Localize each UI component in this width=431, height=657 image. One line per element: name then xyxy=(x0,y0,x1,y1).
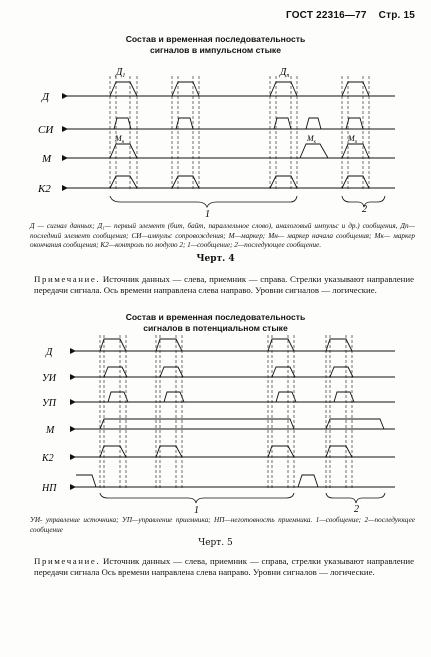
timing-diagram-potential xyxy=(0,335,431,515)
note-2 xyxy=(34,556,414,578)
figure2-title-line2: сигналов в потенциальном стыке xyxy=(143,323,288,333)
timing-diagram-pulse xyxy=(0,62,431,222)
pulse-k2-3 xyxy=(270,176,297,188)
page-label: Стр. xyxy=(378,10,401,21)
group-label-1: 1 xyxy=(205,209,210,220)
pulse-d-4 xyxy=(342,82,369,96)
note-2-text: Источник данных — слева, приемник — справа, стрелки указывают направление передачи сигнала Ось времени направлена слева направо. Уровни сигналов — логические. xyxy=(34,556,414,577)
group-label-2: 2 xyxy=(362,204,367,215)
label-dn: $Д_п$ xyxy=(280,67,290,79)
pulse-m-3 xyxy=(342,144,369,158)
figure2-title-line1: Состав и временная последовательность xyxy=(125,312,306,322)
signal-label-np: НП xyxy=(42,483,57,494)
pulse-si-2 xyxy=(176,118,193,129)
figure1-title-line2: сигналов в импульсном стыке xyxy=(149,45,282,55)
signal-label-d: Д xyxy=(42,91,49,103)
page-header xyxy=(286,10,415,21)
group2-label-2: 2 xyxy=(354,504,359,515)
figure2-chert: Черт. 5 xyxy=(198,538,233,548)
bracket2-message-1 xyxy=(100,493,294,503)
group2-label-1: 1 xyxy=(194,505,199,515)
standard-number: ГОСТ 22316—77 xyxy=(285,10,367,21)
page-number: 15 xyxy=(403,10,415,21)
signal-label-up: УП xyxy=(42,398,56,409)
bracket-message-1 xyxy=(110,196,297,207)
pulse-k2-1 xyxy=(110,176,137,188)
pulse-m-2 xyxy=(300,144,328,158)
note-2-head: Примечание. xyxy=(34,556,101,566)
figure1-title-line1: Состав и временная последовательность xyxy=(125,34,306,44)
note-1-head: Примечание. xyxy=(34,274,101,284)
label-mk: $М_к$ xyxy=(307,134,317,145)
signal-label-d2: Д xyxy=(46,347,53,358)
pulse-m-1 xyxy=(110,144,137,158)
pulse-si-4 xyxy=(306,118,321,129)
note-1 xyxy=(34,274,414,296)
figure1-title xyxy=(0,34,431,56)
signal-label-ui: УИ xyxy=(42,373,56,384)
signal-label-si: СИ xyxy=(38,124,54,136)
bracket2-message-2 xyxy=(326,493,385,503)
figure1-chert: Черт. 4 xyxy=(196,254,235,264)
pulse-si-3 xyxy=(274,118,291,129)
note-1-text: Источник данных — слева, приемник — справа. Стрелки указывают направление передачи сигнала. Ось времени направлена слева направо. Уровни сигналов — логические. xyxy=(34,274,414,295)
figure1-caption: Д — сигнал данных; Д₁— первый элемент (бит, байт, параллельное слово), аналоговый импульс и др.) сообщения, Дп— последний элемент сообщения; СИ—импульс сопровождения; М—маркер; Мн— маркер начала сообщения; Мк— маркер окончания сообщения; К2—контроль по модулю 2; 1—сообщение; 2—последующее сообщение. xyxy=(30,222,415,249)
label-mn: $М_н$ xyxy=(115,134,125,145)
pulse-k2-4 xyxy=(342,176,369,188)
signal-label-k2: К2 xyxy=(38,183,51,195)
figure2-title xyxy=(0,312,431,334)
signal-label-m2: М xyxy=(46,425,55,436)
pulse-d-3 xyxy=(270,82,297,96)
figure2-caption: УИ- управление источника; УП—управление приемника; НП—неготовность приемника. 1—сообщение; 2—последующее сообщение xyxy=(30,516,415,534)
label-mp: $М_п$ xyxy=(348,134,358,145)
signal-label-k2b: К2 xyxy=(42,453,54,464)
pulse-si-1 xyxy=(114,118,131,129)
pulse-si-5 xyxy=(346,118,363,129)
signal-label-m: М xyxy=(42,153,52,165)
pulse-d-2 xyxy=(172,82,199,96)
label-d1: $Д_1$ xyxy=(116,67,126,79)
pulse-k2-2 xyxy=(172,176,199,188)
pulse-d-1 xyxy=(110,82,137,96)
